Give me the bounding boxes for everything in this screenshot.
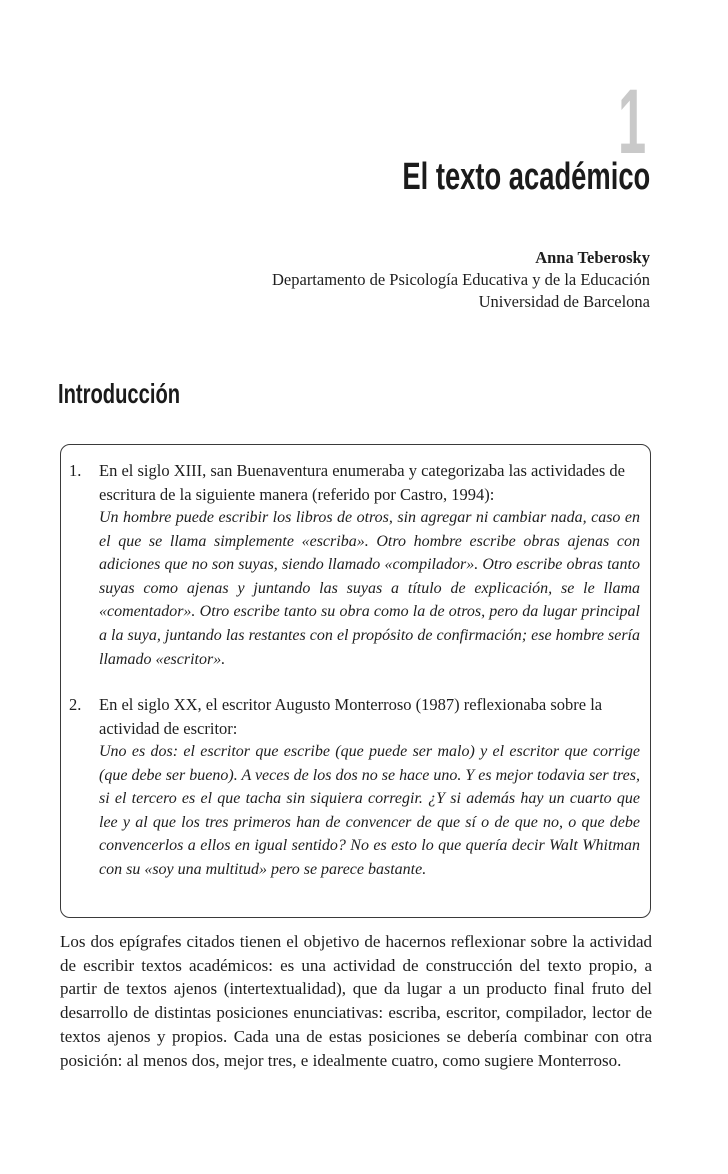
epigraph-body bbox=[99, 693, 640, 882]
body-paragraph: Los dos epígrafes citados tienen el objetivo de hacernos reflexionar sobre la actividad de escribir textos académicos: es una actividad de construcción del texto propio, a partir de textos ajenos (intertextualidad), que da lugar a un producto final fruto del desarrollo de distintas posiciones enunciativas: escriba, escritor, compilador, lector de textos ajenos y propios. Cada una de estas posiciones se debería combinar con otra posición: al menos dos, mejor tres, e idealmente cuatro, como sugiere Monterroso. bbox=[60, 932, 652, 1070]
author-block bbox=[272, 247, 650, 313]
epigraph-intro: En el siglo XIII, san Buenaventura enumeraba y categorizaba las actividades de escritura de la siguiente manera (referido por Castro, 1994): bbox=[99, 461, 625, 504]
epigraph-quote: Uno es dos: el escritor que escribe (que puede ser malo) y el escritor que corrige (que debe ser bueno). A veces de los dos no se hace uno. Y es mejor todavia ser tres, si el tercero es el que tacha sin siquiera corregir. ¿Y si además hay un cuarto que lee y al que los tres primeros han de convencer de que sí o de que no, o que debe convencerlos a ellos en igual sentido? No es esto lo que quería decir Walt Whitman con su «soy una multitud» pero se parece bastante. bbox=[99, 743, 640, 878]
epigraph-item bbox=[69, 459, 640, 671]
epigraph-box bbox=[60, 444, 651, 918]
author-name: Anna Teberosky bbox=[535, 248, 650, 267]
author-institution: Universidad de Barcelona bbox=[478, 292, 650, 311]
author-department: Departamento de Psicología Educativa y de la Educación bbox=[272, 270, 650, 289]
epigraph-intro: En el siglo XX, el escritor Augusto Monterroso (1987) reflexionaba sobre la actividad de escritor: bbox=[99, 695, 603, 738]
epigraph-quote: Un hombre puede escribir los libros de otros, sin agregar ni cambiar nada, caso en el que se llama simplemente «escriba». Otro hombre escribe obras ajenas con adiciones que no son suyas, siendo llamado «compilador». Otro escribe obras tanto suyas como ajenas y juntando las suyas a título de explicación, se le llama «comentador». Otro escribe tanto su obra como la de otros, pero da lugar principal a la suya, juntando las restantes con el propósito de confirmación; ese hombre sería llamado «escritor». bbox=[99, 509, 640, 668]
epigraph-item bbox=[69, 693, 640, 882]
epigraph-number: 2. bbox=[69, 695, 82, 714]
epigraph-body bbox=[99, 459, 640, 671]
chapter-title: El texto académico bbox=[402, 156, 650, 198]
section-title: Introducción bbox=[58, 378, 181, 409]
epigraph-number: 1. bbox=[69, 461, 82, 480]
chapter-number: 1 bbox=[617, 71, 646, 173]
